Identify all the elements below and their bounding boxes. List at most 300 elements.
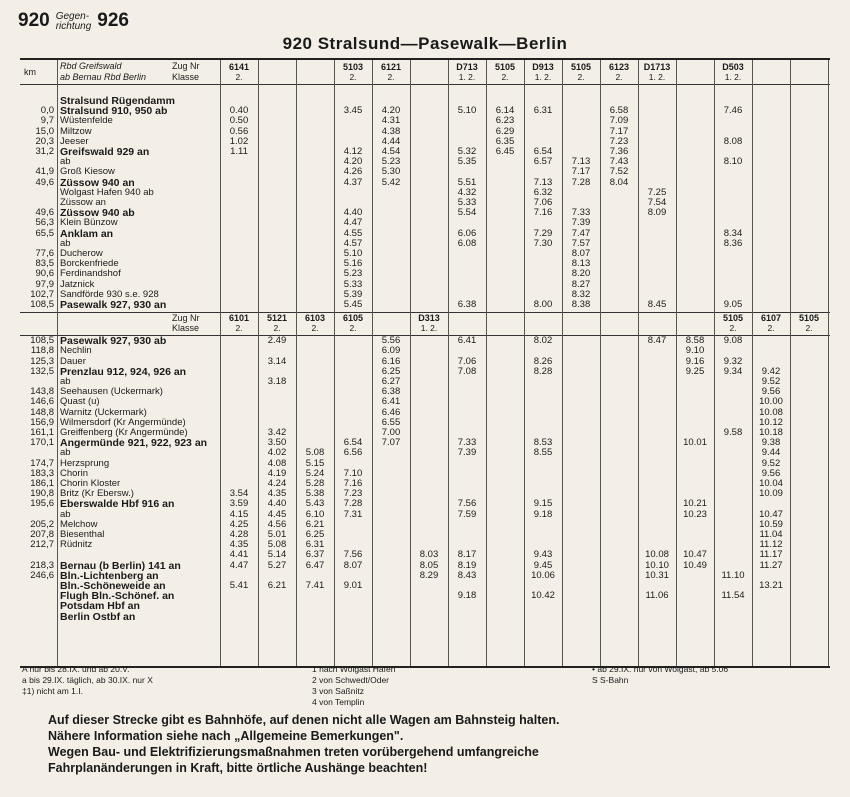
table-row	[20, 106, 830, 116]
note-b: a bis 29.IX. täglich, ab 30.IX. nur X	[22, 675, 153, 685]
time-cell: 8.26	[533, 355, 553, 367]
time-cell: 7.28	[571, 176, 591, 188]
row-station: Rüdnitz	[60, 539, 93, 551]
time-cell: 5.16	[343, 258, 363, 270]
time-cell: 5.23	[381, 156, 401, 168]
row-station: Prenzlau 912, 924, 926 an	[60, 365, 187, 378]
klasse-label: Klasse	[172, 72, 200, 82]
time-cell: 3.14	[267, 355, 287, 367]
time-cell: 10.09	[759, 488, 783, 500]
note-e: 2 von Schwedt/Oder	[312, 675, 390, 685]
time-cell: 6.41	[457, 335, 477, 347]
column-divider	[714, 60, 715, 666]
time-cell: 7.30	[533, 237, 553, 249]
time-cell: 4.41	[229, 549, 249, 561]
table-row	[20, 259, 830, 269]
table-row	[20, 336, 830, 346]
time-cell: 8.03	[419, 549, 439, 561]
column-divider	[790, 60, 791, 666]
time-cell: 9.01	[343, 580, 363, 591]
time-cell: 8.19	[457, 559, 477, 571]
time-cell: 5.35	[457, 156, 477, 168]
time-cell: 1.02	[229, 135, 249, 147]
time-cell: 9.38	[761, 437, 781, 449]
row-km: 148,8	[30, 406, 54, 418]
time-cell: 7.29	[533, 227, 553, 239]
time-cell: 5.54	[457, 207, 477, 219]
table-row	[20, 387, 830, 397]
time-cell: 4.38	[381, 125, 401, 137]
row-station: Chorin	[60, 467, 88, 479]
top-class: 1. 2.	[724, 72, 742, 82]
time-cell: 10.08	[759, 406, 783, 418]
table-row	[20, 147, 830, 157]
time-cell: 10.12	[759, 416, 783, 428]
row-station: Flugh Bln.-Schönef. an	[60, 590, 175, 603]
time-cell: 6.38	[381, 386, 401, 398]
note-a: A nur bis 28.IX. und ab 20.V.	[22, 664, 130, 674]
row-station: Melchow	[60, 518, 98, 530]
table-row	[20, 438, 830, 448]
top-class: 2.	[615, 72, 623, 82]
row-station: Züssow an	[60, 197, 106, 208]
row-station: Stralsund Rügendamm	[60, 95, 175, 107]
time-cell: 7.09	[609, 115, 629, 127]
time-cell: 6.32	[533, 186, 553, 198]
row-km: 56,3	[35, 217, 54, 229]
time-cell: 7.23	[343, 488, 363, 500]
time-cell: 2.49	[267, 335, 287, 347]
row-km: 246,6	[30, 569, 54, 581]
time-cell: 8.32	[571, 288, 591, 300]
row-station: Wolgast Hafen 940 ab	[60, 186, 154, 198]
time-cell: 7.10	[343, 467, 363, 479]
row-km: 186,1	[30, 478, 54, 489]
time-cell: 4.47	[229, 559, 249, 571]
time-cell: 7.16	[343, 478, 363, 489]
row-station: Britz (Kr Ebersw.)	[60, 488, 134, 500]
column-divider	[676, 60, 677, 666]
row-station: Seehausen (Uckermark)	[60, 386, 163, 398]
row-station: Nechlin	[60, 345, 92, 357]
time-cell: 6.46	[381, 406, 401, 418]
time-cell: 8.17	[457, 549, 477, 561]
time-cell: 4.19	[267, 467, 287, 479]
time-cell: 5.15	[305, 457, 325, 469]
row-station: Greiffenberg (Kr Angermünde)	[60, 427, 188, 438]
row-km: 9,7	[40, 115, 54, 127]
time-cell: 8.34	[723, 227, 743, 239]
time-cell: 5.33	[457, 197, 477, 208]
table-row	[20, 397, 830, 407]
time-cell: 11.10	[721, 569, 745, 581]
table-row	[20, 198, 830, 208]
row-station: Sandförde 930 s.e. 928	[60, 288, 159, 300]
row-station: Züssow 940 an	[60, 176, 135, 189]
row-km: 195,6	[30, 498, 54, 510]
time-cell: 10.49	[683, 559, 707, 571]
time-cell: 7.33	[571, 207, 591, 219]
time-cell: 10.31	[645, 569, 669, 581]
time-cell: 6.54	[343, 437, 363, 449]
time-cell: 0.56	[229, 125, 249, 137]
row-km: 205,2	[30, 518, 54, 530]
time-cell: 7.06	[457, 355, 477, 367]
footer-line-4: Fahrplanänderungen in Kraft, bitte örtliche Aushänge beachten!	[48, 761, 428, 775]
row-km: 83,5	[35, 258, 54, 270]
time-cell: 7.39	[457, 447, 477, 459]
bottom-train: 5105	[798, 313, 820, 324]
time-cell: 8.08	[723, 135, 743, 147]
bottom-train: 6103	[304, 313, 326, 324]
bottom-class: 2.	[273, 323, 281, 334]
top-train: D913	[532, 62, 554, 72]
time-cell: 7.13	[533, 176, 553, 188]
time-cell: 4.02	[267, 447, 287, 459]
time-cell: 6.31	[305, 539, 325, 551]
footer-text	[48, 712, 828, 776]
row-km: 183,3	[30, 467, 54, 479]
time-cell: 7.56	[457, 498, 477, 510]
top-train: 5105	[494, 62, 516, 72]
top-class: 1. 2.	[648, 72, 666, 82]
time-cell: 10.47	[683, 549, 707, 561]
time-cell: 4.55	[343, 227, 363, 239]
row-station: Bernau (b Berlin) 141 an	[60, 559, 181, 572]
time-cell: 6.58	[609, 105, 629, 117]
time-cell: 8.38	[571, 299, 591, 310]
table-row	[20, 469, 830, 479]
time-cell: 8.43	[457, 569, 477, 581]
time-cell: 10.01	[683, 437, 707, 449]
time-cell: 9.56	[761, 467, 781, 479]
time-cell: 7.52	[609, 166, 629, 178]
time-cell: 8.10	[723, 156, 743, 168]
column-divider	[600, 60, 601, 666]
row-station: Wüstenfelde	[60, 115, 113, 127]
mid-klasse-label: Klasse	[172, 323, 200, 334]
time-cell: 4.44	[381, 135, 401, 147]
row-station: Bln.-Schöneweide an	[60, 580, 166, 592]
table-row	[20, 127, 830, 137]
column-divider	[828, 60, 829, 666]
top-train: 5103	[342, 62, 364, 72]
time-cell: 7.23	[609, 135, 629, 147]
column-divider	[258, 60, 259, 666]
row-station: Jeeser	[60, 135, 89, 147]
time-cell: 4.54	[381, 146, 401, 157]
table-row	[20, 116, 830, 126]
time-cell: 3.18	[267, 376, 287, 387]
column-divider	[334, 60, 335, 666]
bottom-train: 6107	[760, 313, 782, 324]
time-cell: 8.47	[647, 335, 667, 347]
time-cell: 6.38	[457, 299, 477, 310]
row-km: 170,1	[30, 437, 54, 449]
row-station: Herzsprung	[60, 457, 110, 469]
time-cell: 4.32	[457, 186, 477, 198]
time-cell: 6.41	[381, 396, 401, 408]
time-cell: 7.57	[571, 237, 591, 249]
time-cell: 10.08	[645, 549, 669, 561]
time-cell: 9.34	[723, 365, 743, 377]
column-divider	[448, 60, 449, 666]
row-station: Chorin Kloster	[60, 478, 121, 489]
time-cell: 7.54	[647, 197, 667, 208]
table-row	[20, 448, 830, 458]
time-cell: 11.04	[759, 529, 783, 540]
time-cell: 9.25	[685, 365, 705, 377]
time-cell: 8.29	[419, 569, 439, 581]
column-divider	[562, 60, 563, 666]
row-km: 77,6	[35, 248, 54, 259]
footer-line-2: Nähere Information siehe nach „Allgemeine Bemerkungen".	[48, 729, 404, 743]
bottom-class: 2.	[767, 323, 775, 334]
time-cell: 7.06	[533, 197, 553, 208]
row-station: Borckenfriede	[60, 258, 119, 270]
row-station: Ducherow	[60, 248, 103, 259]
top-train: 6123	[608, 62, 630, 72]
time-cell: 7.13	[571, 156, 591, 168]
table-row	[20, 218, 830, 228]
time-cell: 7.25	[647, 186, 667, 198]
time-cell: 9.16	[685, 355, 705, 367]
time-cell: 8.53	[533, 437, 553, 449]
time-cell: 6.55	[381, 416, 401, 428]
table-row	[20, 167, 830, 177]
time-cell: 11.54	[721, 590, 745, 602]
time-cell: 6.06	[457, 227, 477, 239]
row-station: Wilmersdorf (Kr Angermünde)	[60, 416, 186, 428]
column-divider	[638, 60, 639, 666]
time-cell: 6.14	[495, 105, 515, 117]
bottom-train: 5121	[266, 313, 288, 324]
row-km: 41,9	[35, 166, 54, 178]
time-cell: 9.52	[761, 376, 781, 387]
row-station: ab	[60, 447, 71, 459]
time-cell: 9.52	[761, 457, 781, 469]
row-km: 20,3	[35, 135, 54, 147]
time-cell: 10.04	[759, 478, 783, 489]
time-cell: 8.09	[647, 207, 667, 219]
timetable	[20, 58, 830, 668]
time-cell: 5.42	[381, 176, 401, 188]
time-cell: 10.42	[531, 590, 555, 602]
page-title: 920 Stralsund—Pasewalk—Berlin	[282, 34, 568, 53]
time-cell: 3.50	[267, 437, 287, 449]
time-cell: 5.30	[381, 166, 401, 178]
time-cell: 7.59	[457, 508, 477, 520]
table-number-right: 926	[97, 10, 129, 31]
rbd-label-1: Rbd Greifswald	[60, 61, 122, 71]
column-divider	[296, 60, 297, 666]
time-cell: 7.17	[571, 166, 591, 178]
row-km: 49,6	[35, 176, 54, 188]
time-cell: 8.27	[571, 278, 591, 290]
row-station: Ferdinandshof	[60, 268, 121, 280]
time-cell: 9.56	[761, 386, 781, 398]
row-km: 0,0	[40, 105, 54, 117]
time-cell: 4.12	[343, 146, 363, 157]
time-cell: 7.17	[609, 125, 629, 137]
time-cell: 4.15	[229, 508, 249, 520]
note-c: ‡1) nicht am 1.I.	[22, 686, 83, 696]
bottom-class: 1. 2.	[420, 323, 438, 334]
time-cell: 8.07	[343, 559, 363, 571]
time-cell: 5.01	[267, 529, 287, 540]
time-cell: 6.23	[495, 115, 515, 127]
table-row	[20, 530, 830, 540]
time-cell: 5.08	[267, 539, 287, 551]
footer-line-1: Auf dieser Strecke gibt es Bahnhöfe, auf denen nicht alle Wagen am Bahnsteig halten.	[48, 713, 560, 727]
top-class: 1. 2.	[534, 72, 552, 82]
table-row	[20, 157, 830, 167]
time-cell: 5.24	[305, 467, 325, 479]
time-cell: 7.08	[457, 365, 477, 377]
time-cell: 8.05	[419, 559, 439, 571]
column-header	[20, 60, 830, 85]
top-class: 2.	[235, 72, 243, 82]
table-number-left: 920	[18, 10, 50, 31]
time-cell: 0.50	[229, 115, 249, 127]
time-cell: 10.47	[759, 508, 783, 520]
time-cell: 1.11	[230, 146, 248, 157]
time-cell: 4.08	[267, 457, 287, 469]
time-cell: 9.05	[723, 299, 743, 310]
time-cell: 11.17	[759, 549, 783, 561]
top-class: 2.	[349, 72, 357, 82]
time-cell: 5.14	[267, 549, 287, 561]
time-cell: 11.27	[759, 559, 783, 571]
row-station: ab	[60, 237, 71, 249]
time-cell: 8.13	[571, 258, 591, 270]
page-header	[18, 10, 129, 32]
time-cell: 8.20	[571, 268, 591, 280]
time-cell: 4.35	[267, 488, 287, 500]
time-cell: 6.31	[533, 105, 553, 117]
time-cell: 5.51	[457, 176, 477, 188]
row-station: Eberswalde Hbf 916 an	[60, 498, 175, 511]
row-km: 49,6	[35, 207, 54, 219]
time-cell: 5.56	[381, 335, 401, 347]
top-class: 2.	[501, 72, 509, 82]
time-cell: 5.43	[305, 498, 325, 510]
footer-line-3: Wegen Bau- und Elektrifizierungsmaßnahmen treten vorübergehend umfangreiche	[48, 745, 539, 759]
time-cell: 4.57	[343, 237, 363, 249]
time-cell: 4.20	[343, 156, 363, 168]
time-cell: 5.27	[267, 559, 287, 571]
time-cell: 0.40	[229, 105, 249, 117]
table-row	[20, 188, 830, 198]
table-row	[20, 208, 830, 218]
row-km: 174,7	[30, 457, 54, 469]
column-divider	[486, 60, 487, 666]
row-km: 207,8	[30, 529, 54, 540]
table-row	[20, 239, 830, 249]
bottom-class: 2.	[235, 323, 243, 334]
time-cell: 8.28	[533, 365, 553, 377]
table-row	[20, 269, 830, 279]
table-row	[20, 520, 830, 530]
top-train: D1713	[643, 62, 671, 72]
time-cell: 7.56	[343, 549, 363, 561]
table-row	[20, 510, 830, 520]
zug-label: Zug Nr	[172, 61, 200, 71]
time-cell: 6.21	[305, 518, 325, 530]
time-cell: 4.37	[343, 176, 363, 188]
time-cell: 9.44	[761, 447, 781, 459]
table-row	[20, 601, 830, 611]
time-cell: 8.36	[723, 237, 743, 249]
table-row	[20, 229, 830, 239]
top-class: 2.	[387, 72, 395, 82]
time-cell: 8.04	[609, 176, 629, 188]
column-divider	[524, 60, 525, 666]
time-cell: 4.47	[343, 217, 363, 229]
time-cell: 10.10	[645, 559, 669, 571]
table-row	[20, 612, 830, 622]
top-class: 2.	[577, 72, 585, 82]
time-cell: 9.18	[533, 508, 553, 520]
time-cell: 9.18	[457, 590, 477, 602]
time-cell: 5.28	[305, 478, 325, 489]
time-cell: 10.18	[759, 427, 783, 438]
time-cell: 7.47	[571, 227, 591, 239]
time-cell: 11.06	[645, 590, 669, 602]
time-cell: 4.24	[267, 478, 287, 489]
time-cell: 7.46	[723, 105, 743, 117]
time-cell: 3.59	[229, 498, 249, 510]
row-km: 31,2	[35, 146, 54, 157]
time-cell: 5.33	[343, 278, 363, 290]
column-divider	[410, 60, 411, 666]
time-cell: 10.06	[531, 569, 555, 581]
time-cell: 3.45	[343, 105, 363, 117]
time-cell: 7.39	[571, 217, 591, 229]
column-divider	[372, 60, 373, 666]
time-cell: 4.25	[229, 518, 249, 530]
time-cell: 6.09	[381, 345, 401, 357]
top-train: 5105	[570, 62, 592, 72]
time-cell: 6.10	[305, 508, 325, 520]
time-cell: 4.28	[229, 529, 249, 540]
row-km: 102,7	[30, 288, 54, 300]
column-divider	[220, 60, 221, 666]
time-cell: 4.31	[381, 115, 401, 127]
time-cell: 8.02	[533, 335, 553, 347]
row-station: Klein Bünzow	[60, 217, 118, 229]
time-cell: 10.59	[759, 518, 783, 530]
row-km: 97,9	[35, 278, 54, 290]
bottom-train: D313	[418, 313, 440, 324]
time-cell: 9.58	[723, 427, 743, 438]
time-cell: 6.25	[305, 529, 325, 540]
time-cell: 3.42	[267, 427, 287, 438]
row-station: Pasewalk 927, 930 ab	[60, 335, 167, 348]
row-km: 146,6	[30, 396, 54, 408]
bottom-train: 6101	[228, 313, 250, 324]
time-cell: 7.41	[305, 580, 325, 591]
row-station: Groß Kiesow	[60, 166, 115, 178]
time-cell: 7.16	[533, 207, 553, 219]
row-station: Greifswald 929 an	[60, 146, 150, 158]
time-cell: 7.07	[381, 437, 401, 449]
time-cell: 9.42	[761, 365, 781, 377]
time-cell: 6.56	[343, 447, 363, 459]
time-cell: 8.07	[571, 248, 591, 259]
time-cell: 4.56	[267, 518, 287, 530]
time-cell: 4.45	[267, 508, 287, 520]
